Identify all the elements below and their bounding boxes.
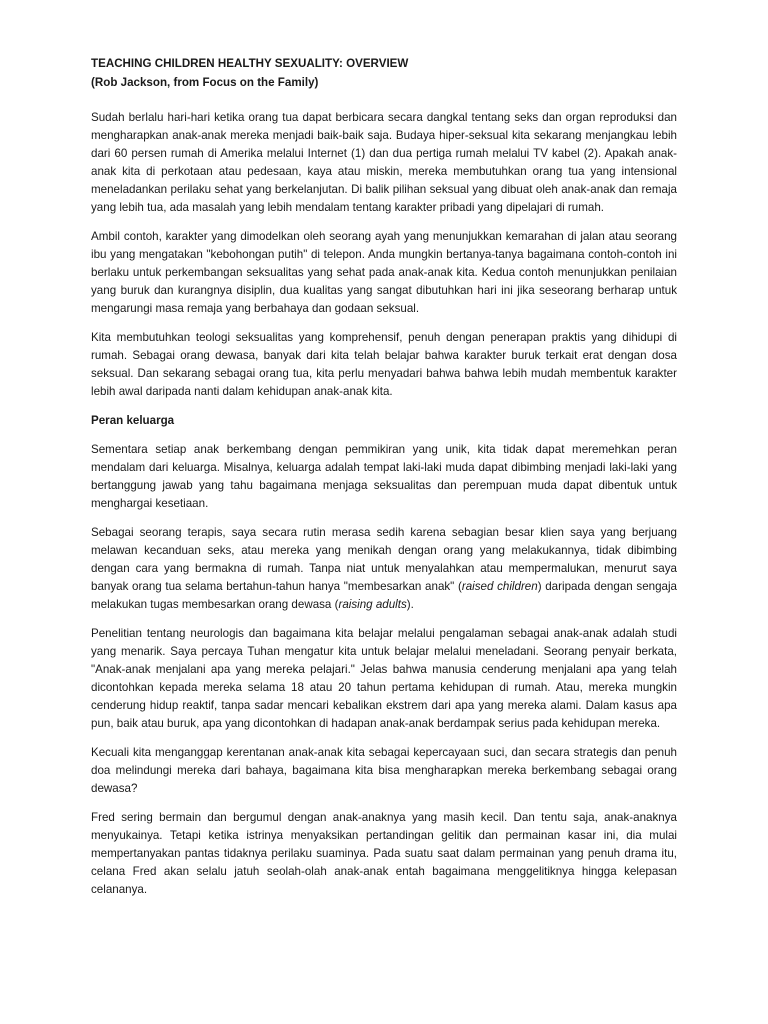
paragraph-fred: Fred sering bermain dan bergumul dengan anak-anaknya yang masih kecil. Dan tentu saja, anak-anaknya menyukainya. Tetapi ketika istrinya menyaksikan pertandingan gelitik dan permainan kasar ini, dia mulai mempertanyakan pantas tidaknya perilaku suaminya. Pada suatu saat dalam permainan yang penuh drama itu, celana Fred akan selalu jatuh seolah-olah anak-anak entah bagaimana menggelitiknya hingga kelepasan celananya. — [91, 811, 677, 896]
therapist-italic-1: raised children — [461, 580, 538, 593]
paragraph-therapist — [91, 524, 677, 614]
paragraph-intro: Sudah berlalu hari-hari ketika orang tua dapat berbicara secara dangkal tentang seks dan organ reproduksi dan mengharapkan anak-anak mereka menjadi baik-baik saja. Budaya hiper-seksual kita sekarang menjangkau lebih dari 60 persen rumah di Amerika melalui Internet (1) dan dua pertiga rumah melalui TV kabel (2). Apakah anak-anak kita di perkotaan atau pedesaan, kaya atau miskin, mereka membutuhkan orang tua yang intensional meneladankan perilaku sehat yang berkelanjutan. Di balik pilihan seksual yang dibuat oleh anak-anak dan remaja yang lebih tua, ada masalah yang lebih mendalam tentang karakter pribadi yang dipelajari di rumah. — [91, 111, 677, 214]
section-heading: Peran keluarga — [91, 414, 175, 427]
therapist-text-2: ) daripada dengan sengaja melakukan tugas membesarkan orang dewasa ( — [91, 580, 678, 611]
document-header — [91, 55, 677, 92]
paragraph-family-role: Sementara setiap anak berkembang dengan pemmikiran yang unik, kita tidak dapat meremehkan peran mendalam dari keluarga. Misalnya, keluarga adalah tempat laki-laki muda dapat dibimbing menjadi laki-laki yang bertanggung jawab yang tahu bagaimana menjaga seksualitas dan perempuan muda dapat dibentuk untuk menghargai kesetiaan. — [91, 443, 677, 510]
paragraph-neurology: Penelitian tentang neurologis dan bagaimana kita belajar melalui pengalaman sebagai anak-anak adalah studi yang menarik. Saya percaya Tuhan mengatur kita untuk belajar melalui meneladani. Seorang penyair berkata, "Anak-anak menjalani apa yang mereka pelajari." Jelas bahwa manusia cenderung menjalani apa yang telah dicontohkan kepada mereka selama 18 atau 20 tahun pertama kehidupan di rumah. Atau, mereka mungkin cenderung hidup reaktif, tanpa sadar mencari kebalikan ekstrem dari apa yang mereka alami. Dalam kasus apa pun, baik atau buruk, apa yang dicontohkan di hadapan anak-anak berdampak serius pada kehidupan mereka. — [91, 627, 677, 730]
therapist-text-1: Sebagai seorang terapis, saya secara rutin merasa sedih karena sebagian besar klien saya yang berjuang melawan kecanduan seks, atau mereka yang menikah dengan orang yang melakukannya, tidak dibimbing dengan cara yang bermakna di rumah. Tanpa niat untuk menyalahkan atau mempermalukan, menurut saya banyak orang tua selama bertahun-tahun hanya "membesarkan anak" ( — [91, 526, 677, 593]
document-subtitle: (Rob Jackson, from Focus on the Family) — [91, 75, 319, 89]
paragraph-theology: Kita membutuhkan teologi seksualitas yang komprehensif, penuh dengan penerapan praktis yang dihidupi di rumah. Sebagai orang dewasa, banyak dari kita telah belajar bahwa karakter buruk terkait erat dengan dosa seksual. Dan sekarang sebagai orang tua, kita perlu menyadari bahwa bahwa lebih mudah membentuk karakter lebih awal daripada nanti dalam kehidupan anak-anak kita. — [91, 331, 677, 398]
paragraph-example: Ambil contoh, karakter yang dimodelkan oleh seorang ayah yang menunjukkan kemarahan di jalan atau seorang ibu yang mengatakan "kebohongan putih" di telepon. Anda mungkin bertanya-tanya bagaimana contoh-contoh ini berlaku untuk perkembangan seksualitas yang sehat pada anak-anak kita. Kedua contoh menunjukkan penilaian yang buruk dan kurangnya disiplin, dua kualitas yang sangat dibutuhkan hari ini jika seseorang berharap untuk mengarungi masa remaja yang berbahaya dan godaan seksual. — [91, 230, 677, 315]
therapist-text-3: ). — [406, 598, 414, 611]
therapist-italic-2: raising adults — [338, 598, 407, 611]
document-page — [91, 55, 677, 910]
paragraph-vulnerability: Kecuali kita menganggap kerentanan anak-anak kita sebagai kepercayaan suci, dan secara strategis dan penuh doa melindungi mereka dari bahaya, bagaimana kita bisa mengharapkan mereka berkembang sebagai orang dewasa? — [91, 746, 677, 795]
document-title: TEACHING CHILDREN HEALTHY SEXUALITY: OVERVIEW — [91, 57, 409, 70]
